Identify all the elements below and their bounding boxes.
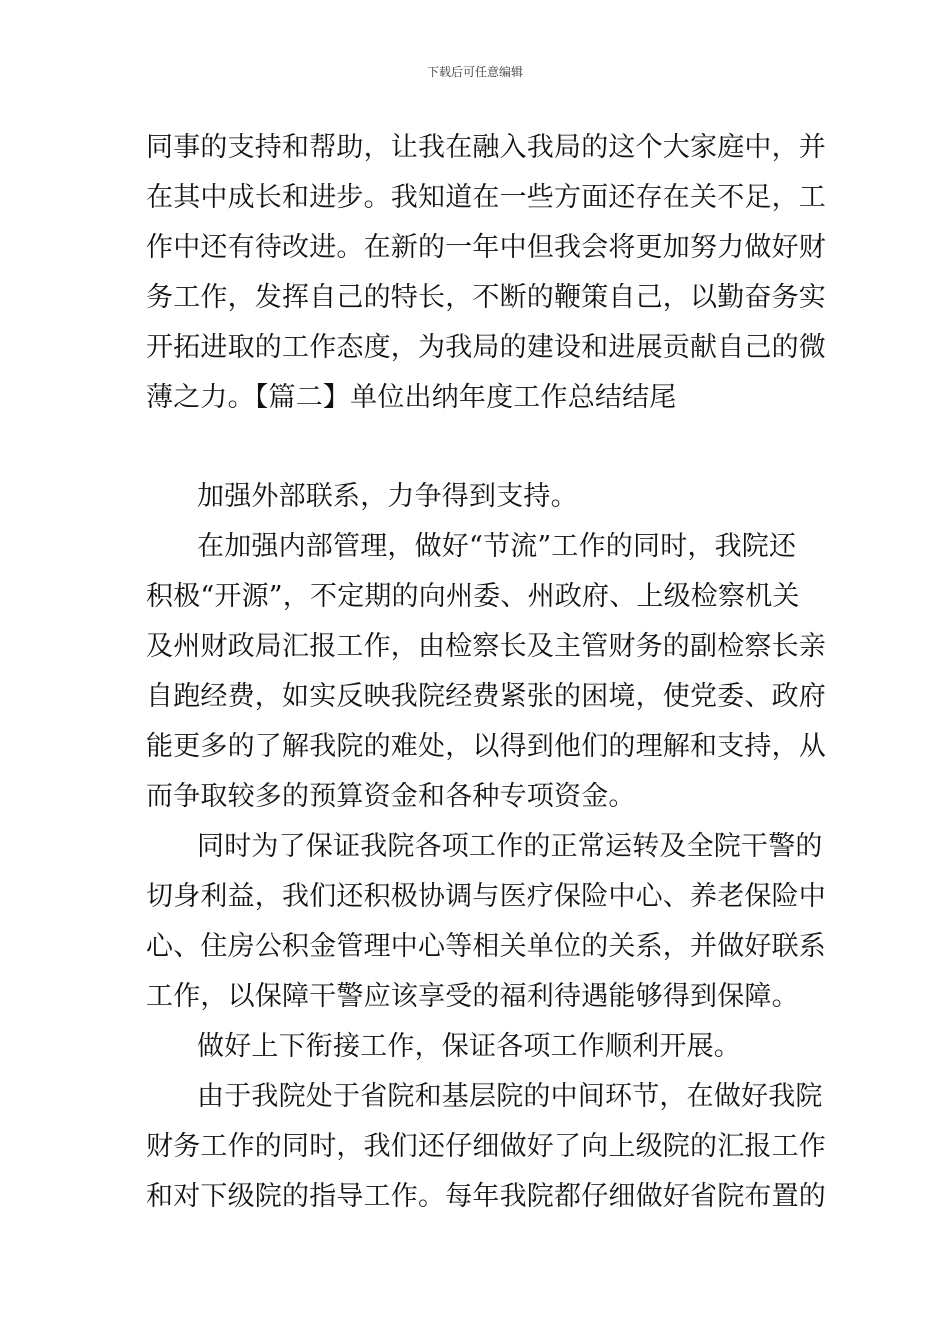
text-line: 及州财政局汇报工作，由检察长及主管财务的副检察长亲 — [146, 631, 826, 662]
paragraph-start-line: 由于我院处于省院和基层院的中间环节，在做好我院 — [197, 1081, 823, 1112]
text-line: 切身利益，我们还积极协调与医疗保险中心、养老保险中 — [146, 881, 826, 912]
subheading-line: 做好上下衔接工作，保证各项工作顺利开展。 — [197, 1031, 741, 1062]
text-line: 能更多的了解我院的难处，以得到他们的理解和支持，从 — [146, 731, 826, 762]
text-line: 自跑经费，如实反映我院经费紧张的困境，使党委、政府 — [146, 681, 826, 712]
text-line: 同事的支持和帮助，让我在融入我局的这个大家庭中，并 — [146, 132, 826, 163]
text-line: 在其中成长和进步。我知道在一些方面还存在关不足，工 — [146, 182, 826, 213]
section-heading-line: 薄之力。【篇二】单位出纳年度工作总结结尾 — [146, 382, 677, 413]
text-line: 心、住房公积金管理中心等相关单位的关系，并做好联系 — [146, 931, 826, 962]
text-line: 而争取较多的预算资金和各种专项资金。 — [146, 781, 636, 812]
text-line: 工作，以保障干警应该享受的福利待遇能够得到保障。 — [146, 981, 799, 1012]
text-line: 和对下级院的指导工作。每年我院都仔细做好省院布置的 — [146, 1181, 826, 1212]
text-line: 作中还有待改进。在新的一年中但我会将更加努力做好财 — [146, 232, 826, 263]
paragraph-start-line: 同时为了保证我院各项工作的正常运转及全院干警的 — [197, 831, 823, 862]
text-line: 开拓进取的工作态度，为我局的建设和进展贡献自己的微 — [146, 332, 826, 363]
subheading-line: 加强外部联系，力争得到支持。 — [197, 481, 578, 512]
text-line: 务工作，发挥自己的特长，不断的鞭策自己，以勤奋务实 — [146, 282, 826, 313]
text-line: 积极“开源”，不定期的向州委、州政府、上级检察机关 — [146, 581, 800, 612]
paragraph-start-line: 在加强内部管理，做好“节流”工作的同时，我院还 — [197, 531, 797, 562]
page-header: 下载后可任意编辑 — [426, 65, 523, 79]
text-line: 财务工作的同时，我们还仔细做好了向上级院的汇报工作 — [146, 1131, 826, 1162]
